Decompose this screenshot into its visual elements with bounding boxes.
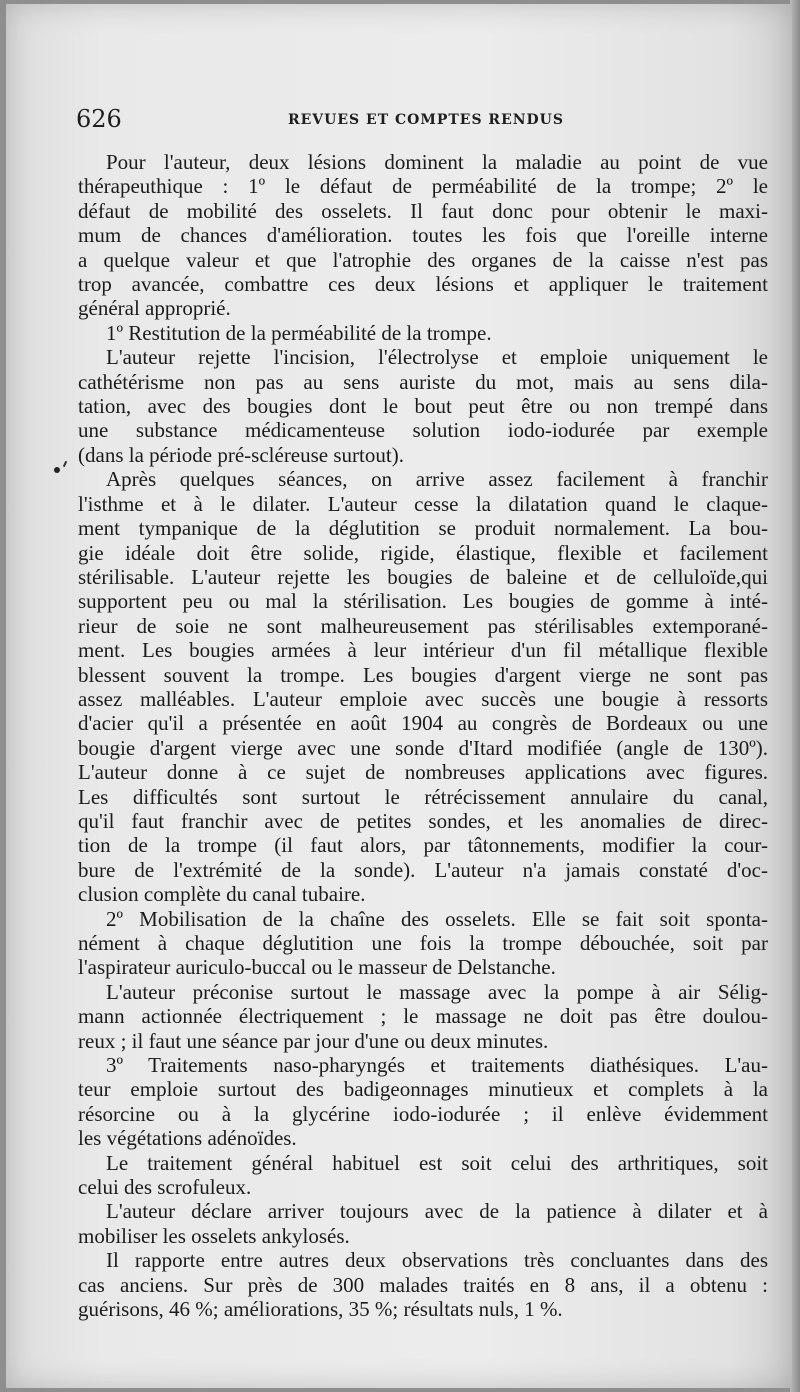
- text-line: L'auteur donne à ce sujet de nombreuses applications avec figures.: [78, 760, 768, 785]
- text-line: bure de l'extrémité de la sonde). L'auteur n'a jamais constaté d'oc-: [78, 857, 768, 882]
- text-line: assez malléables. L'auteur emploie avec succès une bougie à ressorts: [78, 686, 768, 711]
- text-line: teur emploie surtout des badigeonnages minutieux et complets à la: [78, 1077, 768, 1102]
- text-line: guérisons, 46 %; améliorations, 35 %; résultats nuls, 1 %.: [78, 1297, 563, 1322]
- margin-dot-icon: [54, 467, 60, 473]
- text-line: ment. Les bougies armées à leur intérieur d'un fil métallique flexible: [78, 638, 768, 663]
- text-line: résorcine ou à la glycérine iodo-iodurée ; il enlève évidemment: [78, 1101, 768, 1126]
- text-line: (dans la période pré-scléreuse surtout).: [78, 442, 404, 467]
- text-line: reux ; il faut une séance par jour d'une ou deux minutes.: [78, 1028, 549, 1053]
- text-line: stérilisable. L'auteur rejette les bougies de baleine et de celluloïde,qui: [78, 564, 768, 589]
- book-page: [6, 4, 792, 1388]
- running-title: REVUES ET COMPTES RENDUS: [288, 112, 564, 128]
- text-line: tion de la trompe (il faut alors, par tâtonnements, modifier la cour-: [78, 833, 768, 858]
- text-line: rieur de soie ne sont malheureusement pas stérilisables extemporané-: [78, 613, 768, 638]
- text-line: celui des scrofuleux.: [78, 1175, 252, 1200]
- text-line: L'auteur déclare arriver toujours avec de la patience à dilater et à: [106, 1199, 768, 1224]
- article-body: [78, 150, 768, 1322]
- text-line: Les difficultés sont surtout le rétrécissement annulaire du canal,: [78, 784, 768, 809]
- text-line: thérapeuthique : 1º le défaut de perméabilité de la trompe; 2º le: [78, 174, 768, 199]
- section-heading: 2º Mobilisation de la chaîne des osselets. Elle se fait soit sponta-: [106, 906, 768, 931]
- text-line: défaut de mobilité des osselets. Il faut donc pour obtenir le maxi-: [78, 198, 768, 223]
- text-line: ment tympanique de la déglutition se produit normalement. La bou-: [78, 516, 768, 541]
- text-line: nément à chaque déglutition une fois la trompe débouchée, soit par: [78, 931, 768, 955]
- text-line: clusion complète du canal tubaire.: [78, 882, 366, 907]
- text-line: Il rapporte entre autres deux observations très concluantes dans des: [106, 1248, 768, 1273]
- text-line: bougie d'argent vierge avec une sonde d'Itard modifiée (angle de 130º).: [78, 735, 768, 760]
- text-line: les végétations adénoïdes.: [78, 1126, 297, 1151]
- text-line: Pour l'auteur, deux lésions dominent la maladie au point de vue: [106, 150, 768, 174]
- text-line: cathétérisme non pas au sens auriste du mot, mais au sens dila-: [78, 369, 768, 394]
- text-line: supportent peu ou mal la stérilisation. Les bougies de gomme à inté-: [78, 589, 768, 614]
- text-line: trop avancée, combattre ces deux lésions et appliquer le traitement: [78, 272, 768, 297]
- text-line: l'isthme et à le dilater. L'auteur cesse la dilatation quand le claque-: [78, 491, 768, 516]
- text-line: L'auteur rejette l'incision, l'électrolyse et emploie uniquement le: [106, 345, 768, 370]
- text-line: une substance médicamenteuse solution iodo-iodurée par exemple: [78, 418, 768, 443]
- text-line: qu'il faut franchir avec de petites sondes, et les anomalies de direc-: [78, 808, 768, 833]
- text-line: d'acier qu'il a présentée en août 1904 au congrès de Bordeaux ou une: [78, 711, 768, 736]
- text-line: tation, avec des bougies dont le bout peut être ou non trempé dans: [78, 394, 768, 419]
- text-line: blessent souvent la trompe. Les bougies d'argent vierge ne sont pas: [78, 662, 768, 687]
- text-line: mum de chances d'amélioration. toutes les fois que l'oreille interne: [78, 223, 768, 248]
- margin-tick-icon: [63, 461, 67, 467]
- text-line: cas anciens. Sur près de 300 malades traités en 8 ans, il a obtenu :: [78, 1272, 768, 1297]
- text-line: mann actionnée électriquement ; le massage ne doit pas être doulou-: [78, 1004, 768, 1029]
- section-heading: 1º Restitution de la perméabilité de la trompe.: [106, 320, 492, 345]
- text-line: général approprié.: [78, 296, 231, 321]
- text-line: gie idéale doit être solide, rigide, élastique, flexible et facilement: [78, 540, 768, 565]
- text-line: l'aspirateur auriculo-buccal ou le masseur de Delstanche.: [78, 955, 556, 980]
- page-header: [76, 104, 766, 134]
- text-line: Après quelques séances, on arrive assez facilement à franchir: [106, 467, 768, 492]
- margin-mark-icon: [54, 459, 76, 479]
- text-line: a quelque valeur et que l'atrophie des organes de la caisse n'est pas: [78, 247, 768, 272]
- text-line: Le traitement général habituel est soit celui des arthritiques, soit: [106, 1150, 768, 1175]
- section-heading: 3º Traitements naso-pharyngés et traitements diathésiques. L'au-: [106, 1053, 768, 1078]
- text-line: mobiliser les osselets ankylosés.: [78, 1223, 350, 1248]
- page-number: 626: [76, 105, 122, 133]
- text-line: L'auteur préconise surtout le massage avec la pompe à air Sélig-: [106, 979, 768, 1004]
